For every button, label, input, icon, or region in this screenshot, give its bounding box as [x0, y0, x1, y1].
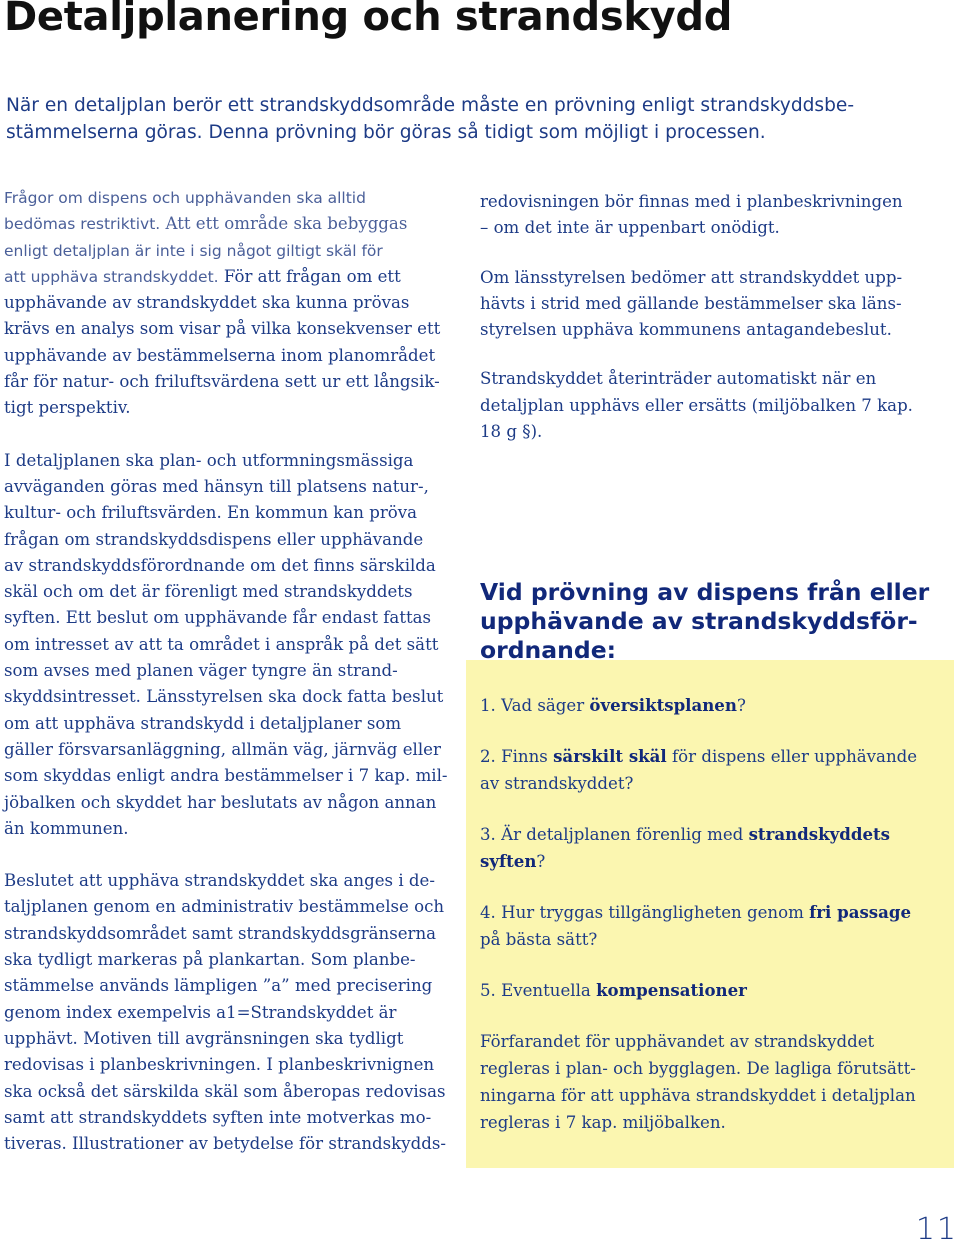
- text-line: syften. Ett beslut om upphävande får endast fattas: [4, 608, 432, 628]
- text-line: redovisningen bör finnas med i planbeskrivningen: [480, 192, 903, 211]
- text-line: tigt perspektiv.: [4, 398, 131, 418]
- text-line: ska tydligt markeras på plankartan. Som planbe-: [4, 950, 416, 970]
- text-line: av strandskyddsförordnande om det finns särskilda: [4, 555, 436, 575]
- text-line: regleras i 7 kap. miljöbalken.: [480, 1113, 726, 1132]
- text-fragment: Att ett område ska bebyggas: [160, 214, 408, 234]
- text-line: [4, 211, 456, 237]
- text-line: [480, 977, 945, 1004]
- text-line: gäller försvarsanläggning, allmän väg, järnväg eller: [4, 739, 441, 759]
- text-line: kultur- och friluftsvärden. En kommun kan pröva: [4, 503, 418, 523]
- text-line: [4, 264, 456, 290]
- text-line: strandskyddsområdet samt strandskyddsgränserna: [4, 923, 437, 943]
- text-line: skyddsintresset. Länsstyrelsen ska dock fatta beslut: [4, 687, 444, 707]
- checklist-item-3: [480, 821, 945, 875]
- text-line: Om länsstyrelsen bedömer att strandskyddet upp-: [480, 267, 903, 287]
- text-fragment: För att frågan om ett: [218, 266, 401, 286]
- keyword: fri passage: [809, 902, 912, 922]
- paragraph-beslutet: [4, 868, 456, 1157]
- text-line: samt att strandskyddets syften inte motverkas mo-: [4, 1107, 432, 1127]
- text-line: [480, 848, 945, 875]
- text-line: redovisas i planbeskrivningen. I planbeskrivnignen: [4, 1055, 435, 1075]
- text-line: [480, 899, 945, 926]
- keyword: kompensationer: [596, 980, 747, 1000]
- text-line: styrelsen upphäva kommunens antagandebeslut.: [480, 320, 892, 340]
- text-line: av strandskyddet?: [480, 774, 634, 793]
- text-fragment: 1. Vad säger: [480, 696, 590, 715]
- intro-line: När en detaljplan berör ett strandskyddsområde måste en prövning enligt strandskyddsbe-: [6, 95, 855, 116]
- text-line: om intresset av att ta området i anspråk på det sätt: [4, 634, 439, 654]
- keyword: översiktsplanen: [589, 695, 737, 715]
- paragraph-lansstyrelsen: [480, 265, 950, 344]
- keyword: särskilt skäl: [553, 746, 667, 766]
- text-line: Förfarandet för upphävandet av strandskyddet: [480, 1032, 875, 1051]
- checklist-item-2: [480, 743, 945, 797]
- right-column: [480, 189, 950, 445]
- text-line: [480, 692, 945, 719]
- checklist-item-4: [480, 899, 945, 953]
- paragraph-gap: [480, 242, 950, 265]
- text-fragment: för dispens eller upphävande: [666, 747, 918, 766]
- text-fragment: 5. Eventuella: [480, 981, 597, 1000]
- page-number: 11: [915, 1212, 958, 1247]
- text-fragment: 3. Är detaljplanen förenlig med: [480, 825, 749, 844]
- text-fragment: ?: [736, 696, 746, 715]
- text-fragment: 4. Hur tryggas tillgängligheten genom: [480, 903, 810, 922]
- text-fragment: att upphäva strandskyddet.: [4, 267, 219, 286]
- intro-paragraph: [6, 92, 956, 146]
- text-fragment: ?: [536, 852, 546, 871]
- title-line: upphävande av strandskyddsför-: [480, 607, 918, 635]
- text-line: som skyddas enligt andra bestämmelser i 7 kap. mil-: [4, 766, 448, 786]
- text-line: regleras i plan- och bygglagen. De lagliga förutsätt-: [480, 1059, 916, 1078]
- text-line: ningarna för att upphäva strandskyddet i detaljplan: [480, 1086, 916, 1105]
- text-line: upphävt. Motiven till avgränsningen ska tydligt: [4, 1028, 404, 1048]
- text-line: genom index exempelvis a1=Strandskyddet är: [4, 1002, 397, 1022]
- text-line: tiveras. Illustrationer av betydelse för strandskydds-: [4, 1134, 446, 1154]
- text-line: Beslutet att upphäva strandskyddet ska anges i de-: [4, 871, 435, 891]
- text-line: skäl och om det är förenligt med strandskyddets: [4, 582, 413, 602]
- text-line: upphävande av bestämmelserna inom planområdet: [4, 345, 436, 365]
- keyword: strandskyddets: [748, 824, 891, 844]
- paragraph-redovisningen: [480, 189, 950, 242]
- text-line: än kommunen.: [4, 818, 129, 838]
- text-line: upphävande av strandskyddet ska kunna prövas: [4, 293, 410, 313]
- text-line: I detaljplanen ska plan- och utformningsmässiga: [4, 450, 414, 470]
- text-line: ska också det särskilda skäl som åberopas redovisas: [4, 1081, 446, 1101]
- paragraph-gap: [4, 842, 456, 868]
- text-line: [480, 821, 945, 848]
- text-line: stämmelse används lämpligen ”a” med precisering: [4, 976, 433, 996]
- page-title: Detaljplanering och strandskydd: [4, 0, 733, 40]
- paragraph-gap: [480, 343, 950, 366]
- text-line: jöbalken och skyddet har beslutats av någon annan: [4, 792, 437, 812]
- checklist-box-title: [480, 578, 950, 665]
- text-line: frågan om strandskyddsdispens eller upphävande: [4, 529, 424, 549]
- text-line: taljplanen genom en administrativ bestämmelse och: [4, 897, 445, 917]
- keyword: syften: [480, 851, 537, 871]
- text-line: – om det inte är uppenbart onödigt.: [480, 218, 780, 238]
- text-line: hävts i strid med gällande bestämmelser ska läns-: [480, 293, 902, 313]
- intro-line: stämmelserna göras. Denna prövning bör göras så tidigt som möjligt i processen.: [6, 122, 766, 143]
- paragraph-restriktivt: [4, 185, 456, 422]
- text-fragment: bedömas restriktivt.: [4, 215, 161, 234]
- text-line: detaljplan upphävs eller ersätts (miljöbalken 7 kap.: [480, 395, 913, 415]
- title-line: ordnande:: [480, 636, 617, 664]
- paragraph-gap: [4, 422, 456, 448]
- text-line: krävs en analys som visar på vilka konsekvenser ett: [4, 319, 441, 339]
- text-line: om att upphäva strandskydd i detaljplaner som: [4, 713, 402, 733]
- text-line: [480, 743, 945, 770]
- text-line: får för natur- och friluftsvärdena sett ur ett långsik-: [4, 372, 440, 392]
- text-fragment: 2. Finns: [480, 747, 554, 766]
- text-line: Frågor om dispens och upphävanden ska alltid: [4, 189, 366, 207]
- paragraph-avvaganden: [4, 448, 456, 842]
- text-line: som avses med planen väger tyngre än strand-: [4, 661, 398, 681]
- text-line: på bästa sätt?: [480, 930, 598, 949]
- text-line: enligt detaljplan är inte i sig något giltigt skäl för: [4, 241, 383, 260]
- checklist-closing-paragraph: [480, 1028, 945, 1136]
- checklist-box: [480, 692, 945, 1160]
- checklist-item-5: [480, 977, 945, 1004]
- text-line: avväganden göras med hänsyn till platsens natur-,: [4, 476, 429, 496]
- paragraph-aterintrader: [480, 366, 950, 445]
- text-line: 18 g §).: [480, 422, 543, 442]
- left-column: [4, 185, 456, 1157]
- text-line: Strandskyddet återinträder automatiskt när en: [480, 369, 877, 389]
- title-line: Vid prövning av dispens från eller: [480, 578, 930, 606]
- checklist-item-1: [480, 692, 945, 719]
